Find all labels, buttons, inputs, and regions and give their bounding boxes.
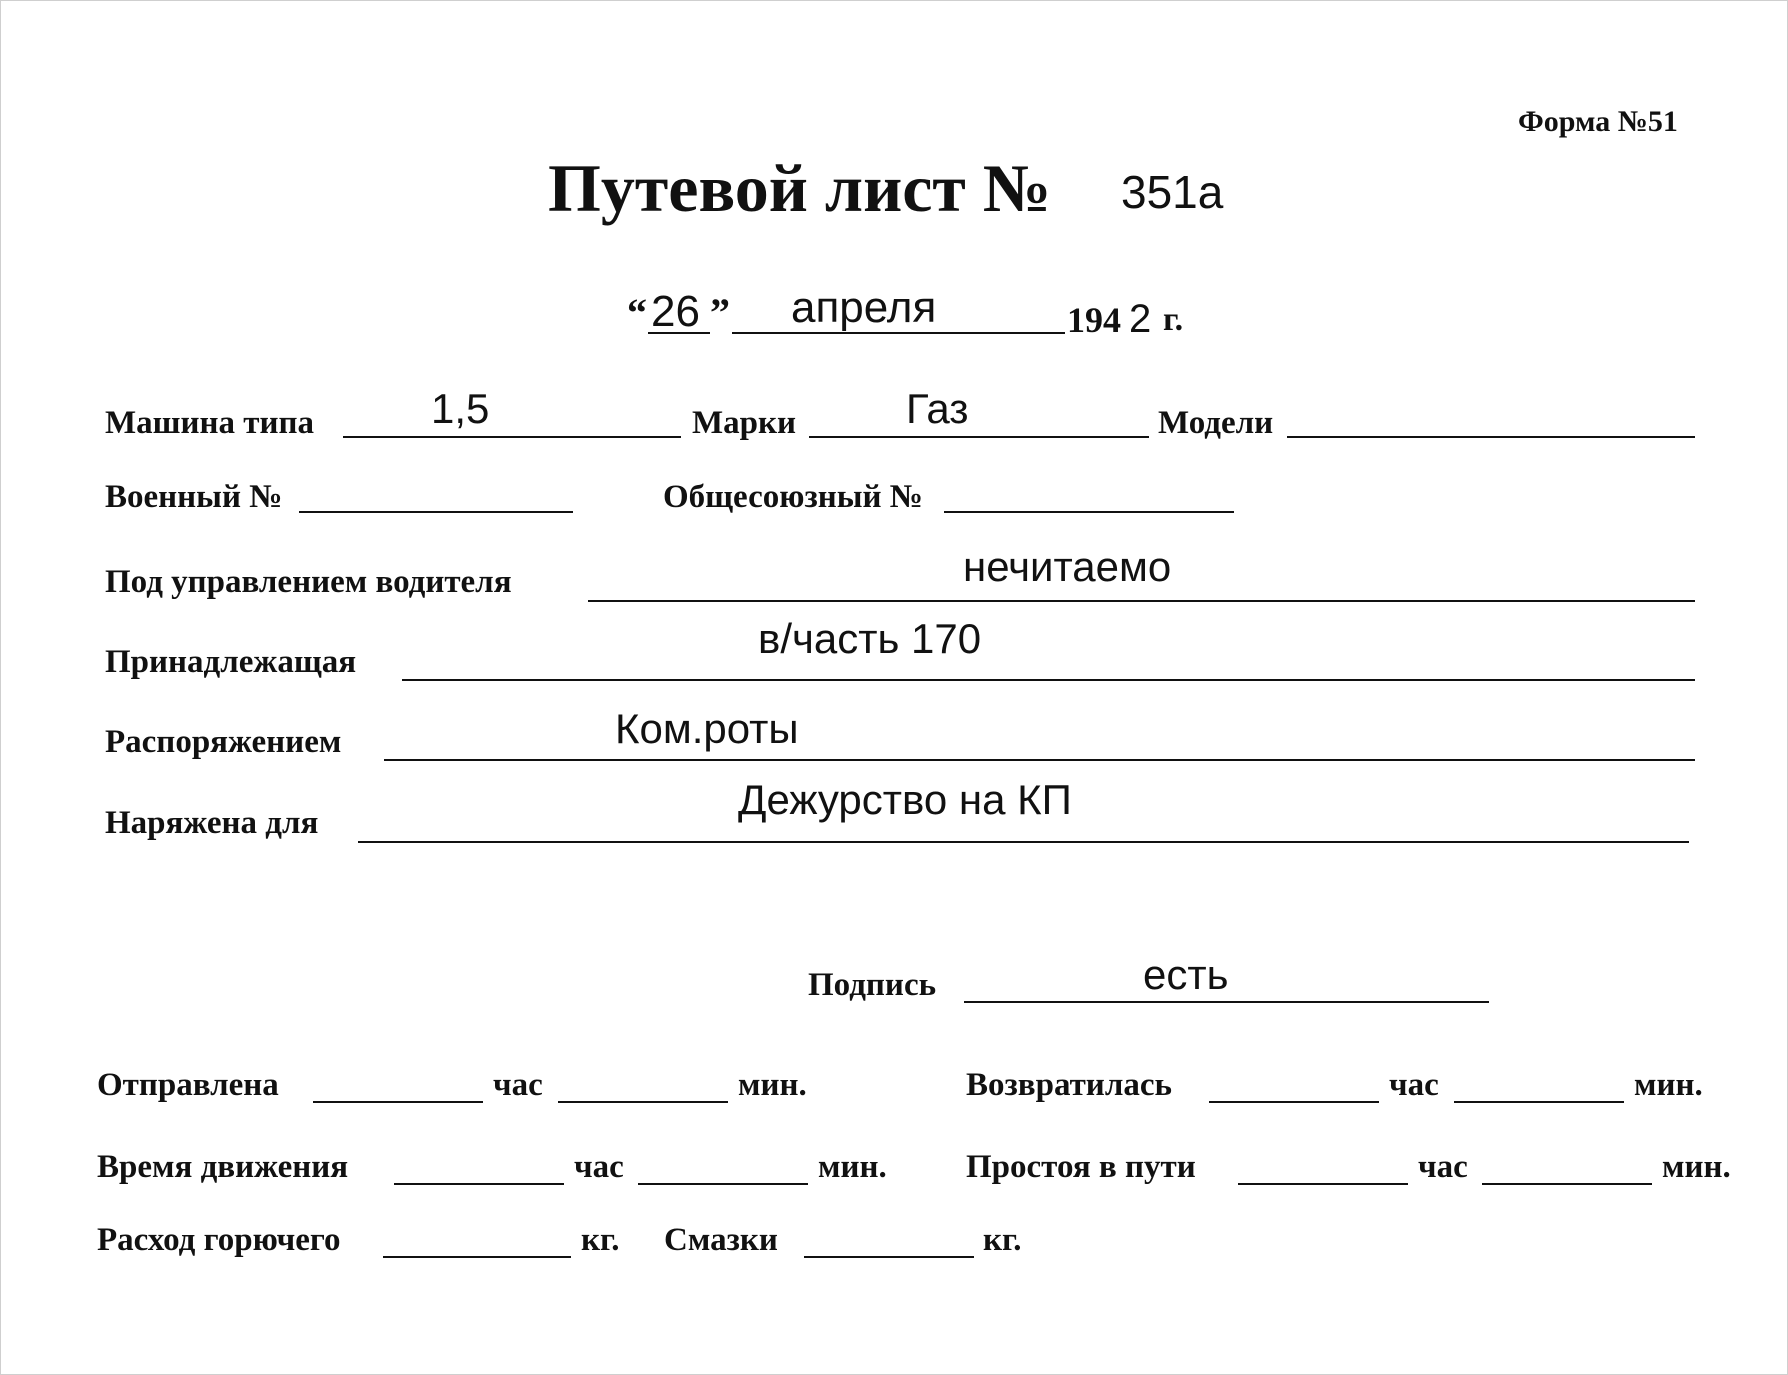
vehicle-type-value: 1,5	[431, 385, 490, 432]
driving-min-label: мин.	[818, 1149, 887, 1185]
driving-time-label: Время движения	[97, 1149, 349, 1185]
driver-value: нечитаемо	[963, 543, 1172, 590]
form-number: Форма №51	[1518, 105, 1678, 138]
returned-min-line	[1454, 1101, 1624, 1103]
date-close-quote: ”	[710, 290, 730, 335]
signature-label: Подпись	[808, 967, 937, 1003]
vehicle-make-value: Газ	[906, 385, 969, 432]
vehicle-make-label: Марки	[692, 405, 797, 441]
vehicle-type-label: Машина типа	[105, 405, 315, 441]
lube-line	[804, 1256, 974, 1258]
date-day-line	[648, 332, 710, 334]
idle-min-label: мин.	[1662, 1149, 1731, 1185]
date-year-label: г.	[1163, 301, 1184, 338]
date-month-line	[732, 332, 1065, 334]
owner-label: Принадлежащая	[105, 644, 357, 680]
vehicle-model-label: Модели	[1158, 405, 1274, 441]
vehicle-model-line	[1287, 436, 1695, 438]
date-day: 26	[651, 287, 700, 336]
idle-hour-label: час	[1418, 1149, 1468, 1185]
driving-min-line	[638, 1183, 808, 1185]
date-month: апреля	[791, 283, 937, 332]
signature-value: есть	[1143, 951, 1229, 998]
assigned-label: Наряжена для	[105, 805, 319, 841]
order-value: Ком.роты	[615, 705, 799, 752]
departed-min-label: мин.	[738, 1067, 807, 1103]
departed-min-line	[558, 1101, 728, 1103]
returned-hour-label: час	[1389, 1067, 1439, 1103]
date-year-suffix: 2	[1129, 297, 1152, 341]
order-label: Распоряжением	[105, 724, 342, 760]
departed-hour-label: час	[493, 1067, 543, 1103]
fuel-label: Расход горючего	[97, 1222, 341, 1258]
driving-hour-label: час	[574, 1149, 624, 1185]
assigned-line	[358, 841, 1689, 843]
fuel-line	[383, 1256, 571, 1258]
vehicle-type-line	[343, 436, 681, 438]
vehicle-make-line	[809, 436, 1149, 438]
returned-min-label: мин.	[1634, 1067, 1703, 1103]
driver-label: Под управлением водителя	[105, 564, 512, 600]
idle-hour-line	[1238, 1183, 1408, 1185]
returned-hour-line	[1209, 1101, 1379, 1103]
waybill-number: 351а	[1121, 166, 1224, 218]
owner-value: в/часть 170	[758, 615, 982, 662]
lube-kg-label: кг.	[983, 1222, 1022, 1258]
order-line	[384, 759, 1695, 761]
military-number-label: Военный №	[105, 479, 283, 515]
idle-time-label: Простоя в пути	[966, 1149, 1196, 1185]
date-open-quote: “	[627, 290, 647, 335]
lube-label: Смазки	[664, 1222, 778, 1258]
returned-label: Возвратилась	[966, 1067, 1172, 1103]
departed-hour-line	[313, 1101, 483, 1103]
assigned-value: Дежурство на КП	[738, 776, 1072, 823]
signature-line	[964, 1001, 1489, 1003]
departed-label: Отправлена	[97, 1067, 279, 1103]
driving-hour-line	[394, 1183, 564, 1185]
driver-line	[588, 600, 1695, 602]
page-title: Путевой лист №	[548, 150, 1052, 226]
military-number-line	[299, 511, 573, 513]
owner-line	[402, 679, 1695, 681]
union-number-line	[944, 511, 1234, 513]
idle-min-line	[1482, 1183, 1652, 1185]
date-year-prefix: 194	[1067, 300, 1121, 340]
union-number-label: Общесоюзный №	[663, 479, 923, 515]
fuel-kg-label: кг.	[581, 1222, 620, 1258]
